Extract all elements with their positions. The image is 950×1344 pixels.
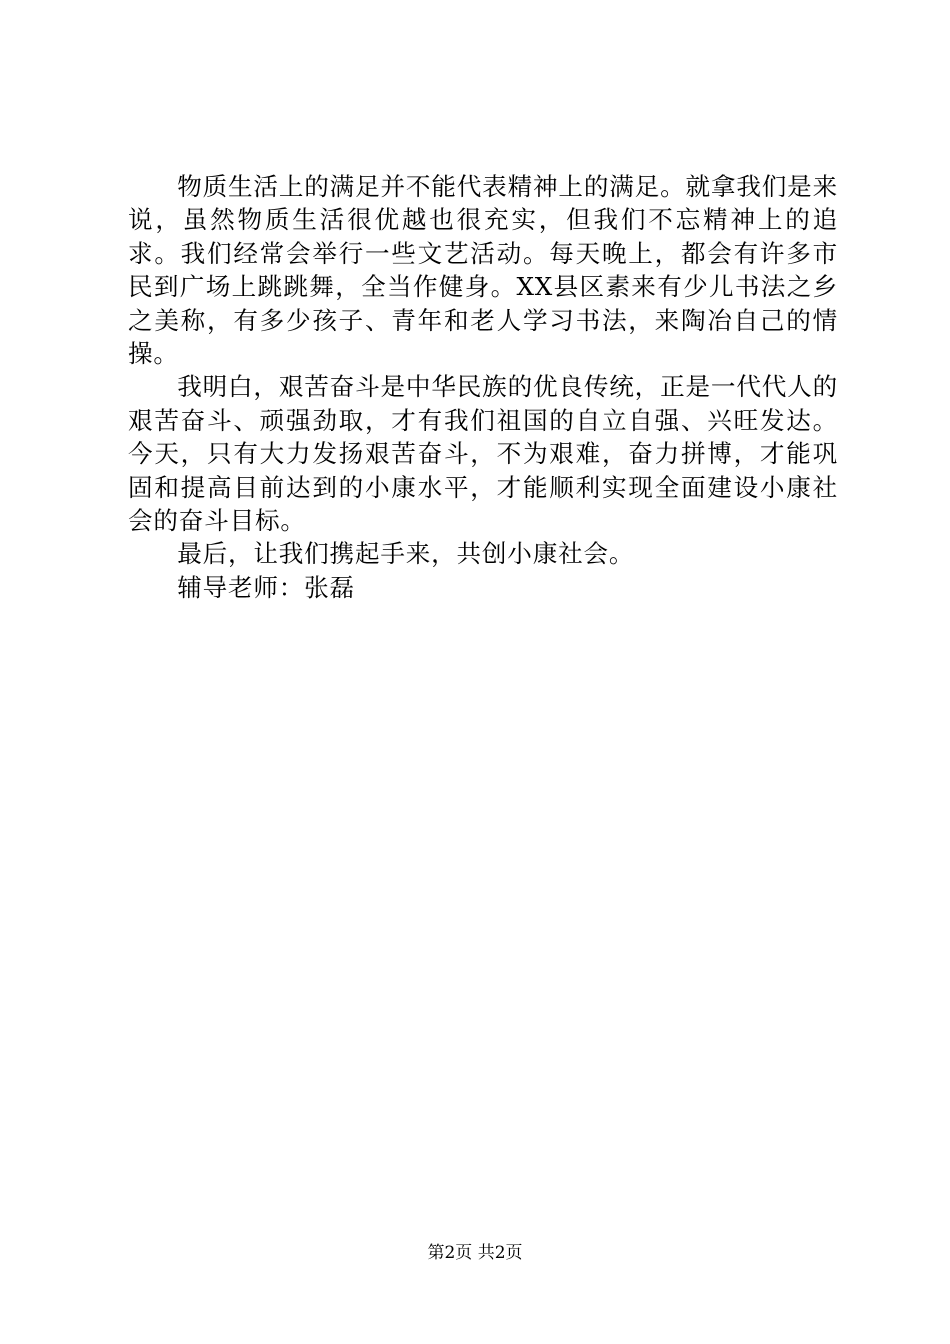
paragraph-material-spiritual: 物质生活上的满足并不能代表精神上的满足。就拿我们是来说，虽然物质生活很优越也很充实，但我们不忘精神上的追求。我们经常会举行一些文艺活动。每天晚上，都会有许多市民到广场上跳跳舞，全当作健身。XX县区素来有少儿书法之乡之美称，有多少孩子、青年和老人学习书法，来陶冶自己的情操。 [128, 172, 838, 369]
paragraph-tutor: 辅导老师：张磊 [177, 572, 355, 602]
page-footer: 第2页 共2页 [427, 1243, 523, 1263]
paragraph-hard-work: 我明白，艰苦奋斗是中华民族的优良传统，正是一代代人的艰苦奋斗、顽强劲取，才有我们祖国的自立自强、兴旺发达。今天，只有大力发扬艰苦奋斗，不为艰难，奋力拼博，才能巩固和提高目前达到的小康水平，才能顺利实现全面建设小康社会的奋斗目标。 [128, 372, 838, 536]
paragraph-closing: 最后，让我们携起手来，共创小康社会。 [177, 539, 635, 569]
document-body [128, 170, 838, 604]
